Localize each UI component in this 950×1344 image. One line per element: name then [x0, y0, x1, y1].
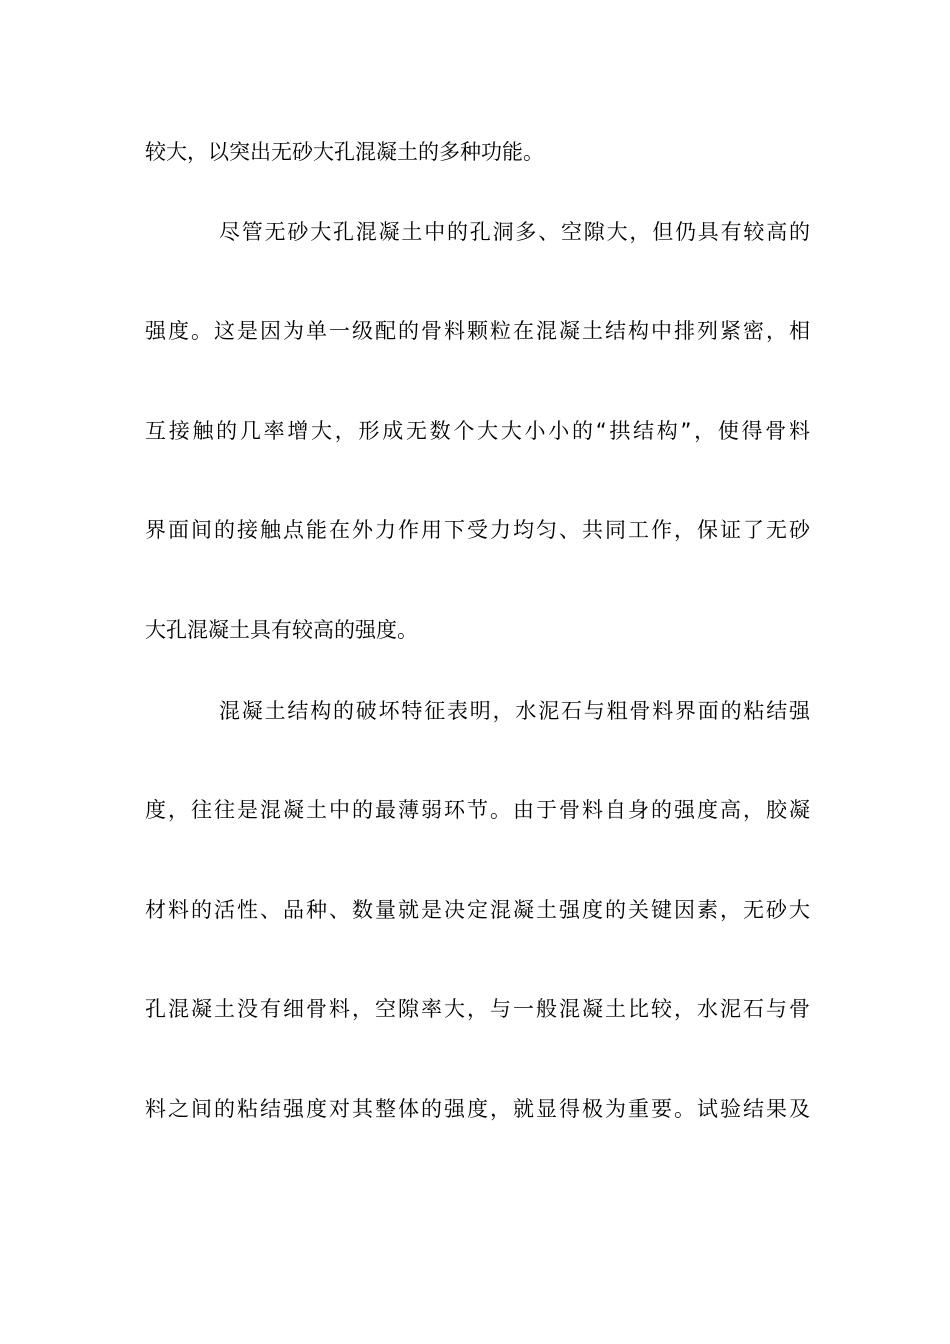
text-line: 大孔混凝土具有较高的强度。: [145, 618, 418, 642]
text-line: 强度。这是因为单一级配的骨料颗粒在混凝土结构中排列紧密，相: [145, 319, 810, 343]
text-line: 互接触的几率增大，形成无数个大大小小的“拱结构”，使得骨料: [145, 419, 810, 443]
text-line: 界面间的接触点能在外力作用下受力均匀、共同工作，保证了无砂: [145, 518, 810, 542]
text-line: 孔混凝土没有细骨料，空隙率大，与一般混凝土比较，水泥石与骨: [145, 997, 810, 1021]
paragraph-first-line: 混凝土结构的破坏特征表明，水泥石与粗骨料界面的粘结强: [219, 699, 810, 723]
text-line: 较大，以突出无砂大孔混凝土的多种功能。: [145, 140, 544, 164]
text-line: 材料的活性、品种、数量就是决定混凝土强度的关键因素，无砂大: [145, 898, 810, 922]
text-line: 度，往往是混凝土中的最薄弱环节。由于骨料自身的强度高，胶凝: [145, 798, 810, 822]
text-line: 料之间的粘结强度对其整体的强度，就显得极为重要。试验结果及: [145, 1097, 810, 1121]
paragraph-first-line: 尽管无砂大孔混凝土中的孔洞多、空隙大，但仍具有较高的: [219, 220, 810, 244]
